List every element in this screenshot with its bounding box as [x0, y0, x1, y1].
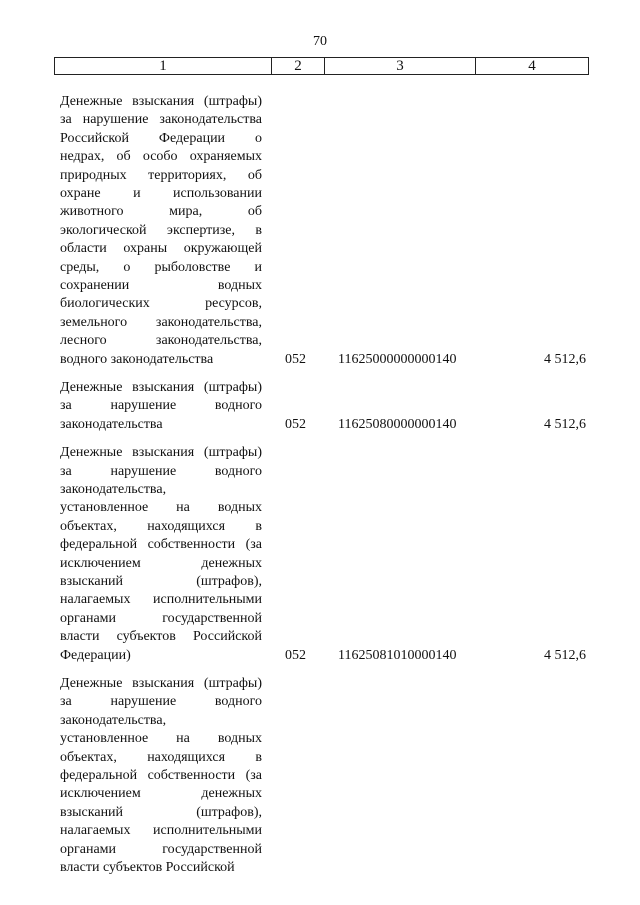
description-line: природных территориях, об	[60, 167, 262, 183]
description-line: органами государственной	[60, 841, 262, 857]
description-line: Федерации)	[60, 647, 131, 663]
description-line: за нарушение законодательства	[60, 112, 262, 128]
description-line: животного мира, об	[60, 204, 262, 220]
description-line: земельного законодательства,	[60, 314, 262, 330]
row-budget-code: 11625000000000140	[338, 351, 457, 367]
row-amount: 4 512,6	[544, 351, 586, 367]
description-line: за нарушение водного	[60, 463, 262, 479]
description-line: Денежные взыскания (штрафы)	[60, 94, 262, 109]
description-line: недрах, об особо охраняемых	[60, 149, 262, 165]
description-line: налагаемых исполнительными	[60, 592, 262, 608]
description-line: законодательства,	[60, 482, 167, 497]
row-description	[60, 93, 262, 369]
description-line: взысканий (штрафов),	[60, 804, 262, 820]
description-line: лесного законодательства,	[60, 333, 262, 349]
description-line: власти субъектов Российской	[60, 860, 235, 876]
column-header-1: 1	[55, 58, 272, 75]
description-line: экологической экспертизе, в	[60, 222, 262, 238]
description-line: Денежные взыскания (штрафы)	[60, 445, 262, 461]
row-amount: 4 512,6	[544, 416, 586, 432]
row-admin-code: 052	[285, 647, 306, 663]
description-line: водного законодательства	[60, 351, 214, 367]
description-line: Денежные взыскания (штрафы)	[60, 380, 262, 395]
description-line: Денежные взыскания (штрафы)	[60, 676, 262, 691]
description-line: налагаемых исполнительными	[60, 823, 262, 839]
description-line: среды, о рыболовстве и	[60, 259, 262, 275]
page-number: 70	[313, 34, 327, 49]
column-header-3: 3	[325, 58, 476, 75]
description-line: биологических ресурсов,	[60, 296, 262, 312]
description-line: сохранении водных	[60, 278, 262, 294]
description-line: установленное на водных	[60, 731, 262, 747]
description-line: исключением денежных	[60, 555, 262, 571]
row-admin-code: 052	[285, 416, 306, 432]
description-line: федеральной собственности (за	[60, 768, 262, 784]
description-line: взысканий (штрафов),	[60, 574, 262, 590]
description-line: федеральной собственности (за	[60, 537, 262, 553]
description-line: законодательства	[60, 416, 163, 432]
row-budget-code: 11625081010000140	[338, 647, 457, 663]
description-line: органами государственной	[60, 610, 262, 626]
row-description	[60, 444, 262, 665]
column-header-table	[54, 57, 589, 75]
column-header-row	[55, 58, 589, 75]
row-admin-code: 052	[285, 351, 306, 367]
description-line: законодательства,	[60, 712, 167, 728]
row-budget-code: 11625080000000140	[338, 416, 457, 432]
row-description	[60, 675, 262, 877]
row-description	[60, 379, 262, 434]
description-line: области охраны окружающей	[60, 241, 262, 257]
row-amount: 4 512,6	[544, 647, 586, 663]
description-line: объектах, находящихся в	[60, 518, 262, 534]
column-header-4: 4	[476, 58, 589, 75]
description-line: власти субъектов Российской	[60, 629, 262, 645]
description-line: за нарушение водного	[60, 398, 262, 414]
description-line: за нарушение водного	[60, 694, 262, 710]
description-line: исключением денежных	[60, 786, 262, 802]
description-line: охране и использовании	[60, 186, 262, 202]
description-line: установленное на водных	[60, 500, 262, 516]
description-line: Российской Федерации о	[60, 130, 262, 146]
description-line: объектах, находящихся в	[60, 749, 262, 765]
column-header-2: 2	[272, 58, 325, 75]
